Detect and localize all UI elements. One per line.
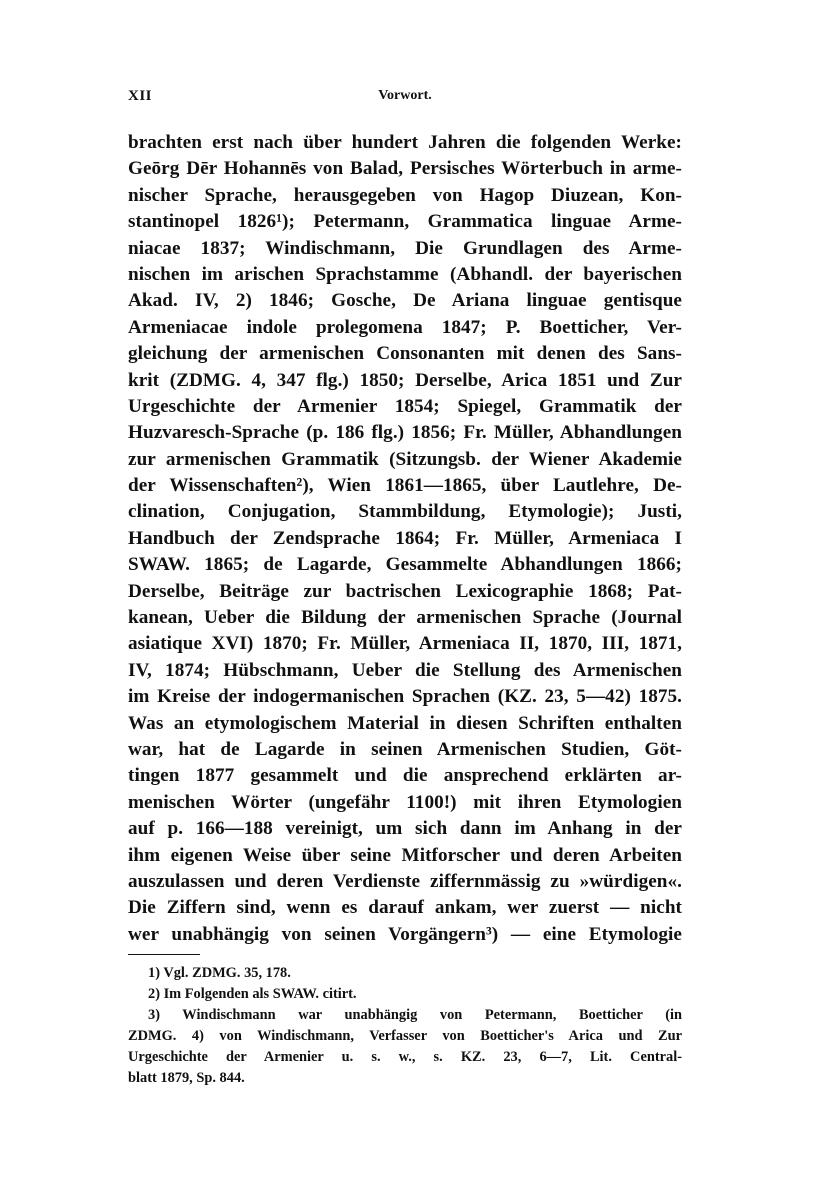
body-line: gleichung der armenischen Consonanten mit denen des Sans- — [128, 343, 682, 365]
body-line: IV, 1874; Hübschmann, Ueber die Stellung des Armenischen — [128, 659, 682, 681]
body-line: kanean, Ueber die Bildung der armenischen Sprache (Journal — [128, 607, 682, 629]
body-line: asiatique XVI) 1870; Fr. Müller, Armeniaca II, 1870, III, 1871, — [128, 633, 682, 655]
body-line: brachten erst nach über hundert Jahren die folgenden Werke: — [128, 132, 682, 153]
footnote-3-cont: blatt 1879, Sp. 844. — [128, 1070, 245, 1087]
footnotes — [128, 963, 682, 1089]
body-line: zur armenischen Grammatik (Sitzungsb. der Wiener Akademie — [128, 448, 682, 470]
body-line: auf p. 166—188 vereinigt, um sich dann im Anhang in der — [128, 818, 682, 840]
body-line: wer unabhängig von seinen Vorgängern³) — eine Etymologie — [128, 923, 682, 945]
body-line: Derselbe, Beiträge zur bactrischen Lexicographie 1868; Pat- — [128, 580, 682, 602]
body-line: Huzvaresch-Sprache (p. 186 flg.) 1856; Fr. Müller, Abhandlungen — [128, 422, 682, 444]
footnote-1: 1) Vgl. ZDMG. 35, 178. — [148, 965, 291, 982]
footnote-3-cont: ZDMG. 4) von Windischmann, Verfasser von Boetticher's Arica und Zur — [128, 1028, 682, 1045]
footnote-3-cont: Urgeschichte der Armenier u. s. w., s. KZ. 23, 6—7, Lit. Central- — [128, 1049, 682, 1066]
body-text — [128, 130, 682, 948]
body-line: war, hat de Lagarde in seinen Armenischen Studien, Göt- — [128, 738, 682, 760]
body-line: Handbuch der Zendsprache 1864; Fr. Müller, Armeniaca I — [128, 527, 682, 549]
body-line: Geōrg Dēr Hohannēs von Balad, Persisches Wörterbuch in arme- — [128, 158, 682, 180]
body-line: auszulassen und deren Verdienste ziffernmässig zu »würdigen«. — [128, 870, 682, 892]
body-line: der Wissenschaften²), Wien 1861—1865, über Lautlehre, De- — [128, 475, 682, 497]
body-line: Die Ziffern sind, wenn es darauf ankam, wer zuerst — nicht — [128, 897, 682, 919]
page — [128, 80, 682, 1089]
footnote-3: 3) Windischmann war unabhängig von Petermann, Boetticher (in — [148, 1007, 682, 1024]
body-line: nischen im arischen Sprachstamme (Abhandl. der bayerischen — [128, 263, 682, 285]
body-line: Urgeschichte der Armenier 1854; Spiegel, Grammatik der — [128, 395, 682, 417]
body-line: nischer Sprache, herausgegeben von Hagop Diuzean, Kon- — [128, 184, 682, 206]
body-line: SWAW. 1865; de Lagarde, Gesammelte Abhandlungen 1866; — [128, 554, 682, 576]
body-line: im Kreise der indogermanischen Sprachen (KZ. 23, 5—42) 1875. — [128, 686, 682, 708]
footnote-2: 2) Im Folgenden als SWAW. citirt. — [148, 986, 357, 1003]
body-line: Akad. IV, 2) 1846; Gosche, De Ariana linguae gentisque — [128, 290, 682, 312]
running-title: Vorwort. — [378, 88, 432, 103]
footnote-rule — [128, 954, 200, 955]
body-line: niacae 1837; Windischmann, Die Grundlagen des Arme- — [128, 237, 682, 259]
body-line: clination, Conjugation, Stammbildung, Etymologie); Justi, — [128, 501, 682, 523]
running-head — [128, 80, 682, 112]
body-line: ihm eigenen Weise über seine Mitforscher und deren Arbeiten — [128, 844, 682, 866]
page-number: XII — [128, 88, 153, 104]
body-line: tingen 1877 gesammelt und die ansprechend erklärten ar- — [128, 765, 682, 787]
body-line: krit (ZDMG. 4, 347 flg.) 1850; Derselbe, Arica 1851 und Zur — [128, 369, 682, 391]
body-line: Armeniacae indole prolegomena 1847; P. Boetticher, Ver- — [128, 316, 682, 338]
body-line: stantinopel 1826¹); Petermann, Grammatica linguae Arme- — [128, 211, 682, 233]
body-line: menischen Wörter (ungefähr 1100!) mit ihren Etymologien — [128, 791, 682, 813]
body-line: Was an etymologischem Material in diesen Schriften enthalten — [128, 712, 682, 734]
